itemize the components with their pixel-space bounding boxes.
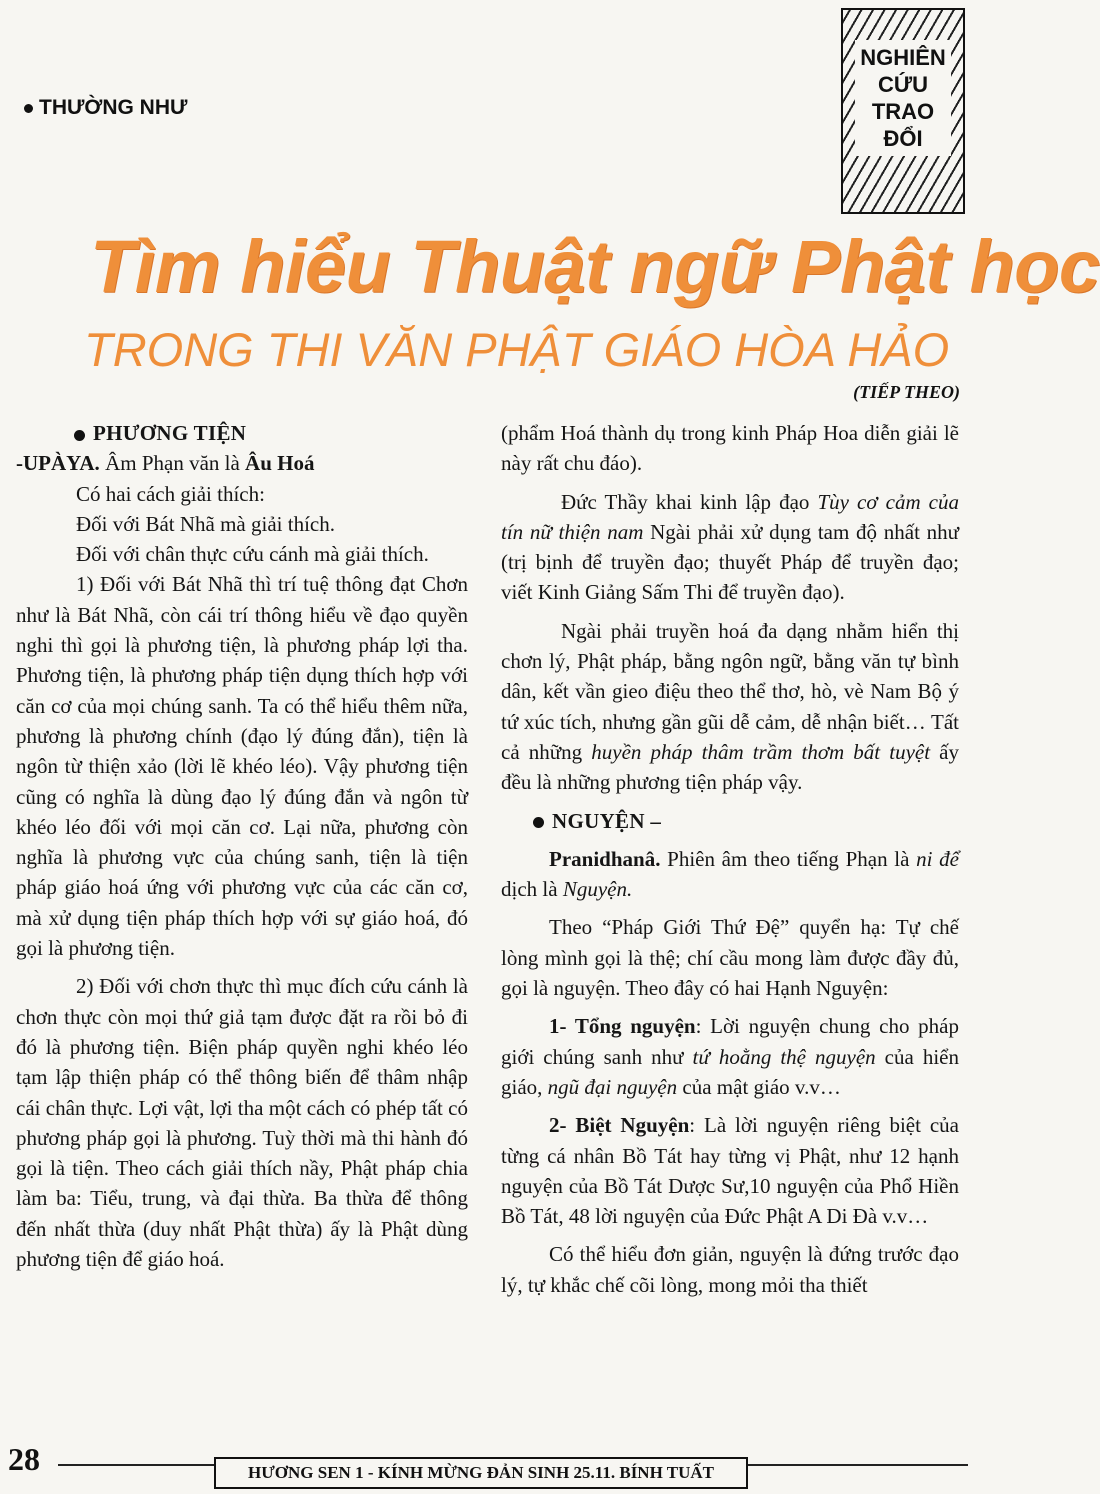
paragraph: 1- Tổng nguyện: Lời nguyện chung cho pháp giới chúng sanh như tứ hoằng thệ nguyện của hiển giáo, ngũ đại nguyện của mật giáo v.v… bbox=[501, 1014, 959, 1099]
paragraph: 2- Biệt Nguyện: Là lời nguyện riêng biệt của từng cá nhân Bồ Tát hay từng vị Phật, như 12 hạnh nguyện của Bồ Tát Dược Sư,10 nguyện của Phổ Hiền Bồ Tát, 48 lời nguyện của Đức Phật A Di Đà v.v… bbox=[501, 1113, 959, 1229]
page-number: 28 bbox=[8, 1441, 40, 1477]
paragraph: Đức Thầy khai kinh lập đạo Tùy cơ cảm của tín nữ thiện nam Ngài phải xử dụng tam độ nhất như (trị bịnh để truyền đạo; thuyết Pháp để truyền đạo; viết Kinh Giảng Sấm Thi để truyền đạo). bbox=[501, 489, 959, 605]
article-title: Tìm hiểu Thuật ngữ Phật học bbox=[90, 225, 1100, 308]
publication-footer: HƯƠNG SEN 1 - KÍNH MỪNG ĐẢN SINH 25.11. BÍNH TUẤT bbox=[214, 1457, 748, 1489]
bullet-icon bbox=[24, 104, 33, 113]
section-heading: PHƯƠNG TIỆN bbox=[16, 418, 468, 448]
article-subtitle: TRONG THI VĂN PHẬT GIÁO HÒA HẢO bbox=[84, 323, 950, 376]
continued-note: (TIẾP THEO) bbox=[853, 382, 960, 402]
paragraph: Đối với chân thực cứu cánh mà giải thích. bbox=[76, 542, 429, 567]
section-label bbox=[855, 40, 951, 156]
author-name: THƯỜNG NHƯ bbox=[39, 96, 188, 119]
section-label-line: TRAO bbox=[871, 99, 935, 124]
section-label-box bbox=[841, 8, 965, 214]
paragraph: Ngài phải truyền hoá đa dạng nhằm hiển thị chơn lý, Phật pháp, bằng ngôn ngữ, bằng văn tự bình dân, kết vần gieo điệu theo thể thơ, hò, vè Nam Bộ ý tứ xúc tích, nhưng gần gũi dễ cảm, dễ nhận biết… Tất cả những huyền pháp thâm trầm thơm bất tuyệt ấy đều là những phương tiện pháp vậy. bbox=[501, 618, 959, 795]
term: 1- Tổng nguyện bbox=[549, 1014, 696, 1039]
left-column bbox=[16, 418, 468, 1274]
section-label-line: NGHIÊN bbox=[860, 45, 946, 70]
section-label-line: ĐỔI bbox=[883, 126, 923, 151]
section-heading: NGUYỆN – bbox=[501, 806, 959, 836]
paragraph: 2) Đối với chơn thực thì mục đích cứu cánh là chơn thực còn mọi thứ giả tạm được đặt ra rồi bỏ đi đó là phương tiện. Biện pháp quyền nghi khéo léo tạm lập thiện pháp có thể thông biến để thâm nhập cái chân thực. Lợi vật, lợi tha một cách có phép tất có phương pháp gọi là phương. Tuỳ thời mà thi hành đó gọi là tiện. Theo cách giải thích nầy, Phật pháp chia làm ba: Tiểu, trung, và đại thừa. Ba thừa để thông đến nhất thừa (duy nhất Phật thừa) ấy là Phật dùng phương tiện để giáo hoá. bbox=[16, 974, 468, 1272]
paragraph: -UPÀYA. Âm Phạn văn là Âu Hoá bbox=[16, 451, 315, 476]
bullet-icon bbox=[533, 817, 544, 828]
term: 2- Biệt Nguyện bbox=[549, 1113, 690, 1138]
paragraph: Theo “Pháp Giới Thứ Đệ” quyển hạ: Tự chế lòng mình gọi là thệ; chí cầu mong làm được đầy đủ, gọi là nguyện. Theo đây có hai Hạnh Nguyện: bbox=[501, 915, 959, 1001]
paragraph: 1) Đối với Bát Nhã thì trí tuệ thông đạt Chơn như là Bát Nhã, còn cái trí thông hiểu về đạo quyền nghi thì gọi là phương tiện, là phương pháp lợi tha. Phương tiện, là phương pháp tiện dụng thích hợp với căn cơ của mọi chúng sanh. Ta có thể hiểu thêm nữa, phương là phương chính (đạo lý đúng đắn), tiện là ngôn từ thiện xảo (lời lẽ khéo léo). Vậy phương tiện cũng có nghĩa là dùng đạo lý đúng đắn và ngôn từ khéo léo đối với mọi căn cơ. Lại nữa, phương còn nghĩa là phương vực của chúng sanh, tiện là tiện pháp giáo hoá ứng với phương vực của các căn cơ, mà xử dụng tiện pháp thích hợp với sự giáo hoá, đó gọi là phương tiện. bbox=[16, 572, 468, 961]
paragraph: Đối với Bát Nhã mà giải thích. bbox=[76, 511, 335, 536]
section-label-line: CỨU bbox=[877, 72, 929, 97]
term: Pranidhanâ. bbox=[549, 846, 661, 871]
paragraph: Có hai cách giải thích: bbox=[76, 481, 265, 506]
term: Âu Hoá bbox=[245, 451, 315, 476]
paragraph: Có thể hiểu đơn giản, nguyện là đứng trước đạo lý, tự khắc chế cõi lòng, mong mỏi tha thiết bbox=[501, 1242, 959, 1297]
term: -UPÀYA. bbox=[16, 451, 100, 476]
paragraph: (phẩm Hoá thành dụ trong kinh Pháp Hoa diễn giải lẽ này rất chu đáo). bbox=[501, 421, 959, 476]
author-byline bbox=[24, 96, 187, 120]
bullet-icon bbox=[74, 430, 85, 441]
paragraph: Pranidhanâ. Phiên âm theo tiếng Phạn là ni để dịch là Nguyện. bbox=[501, 846, 959, 902]
right-column bbox=[501, 418, 959, 1300]
